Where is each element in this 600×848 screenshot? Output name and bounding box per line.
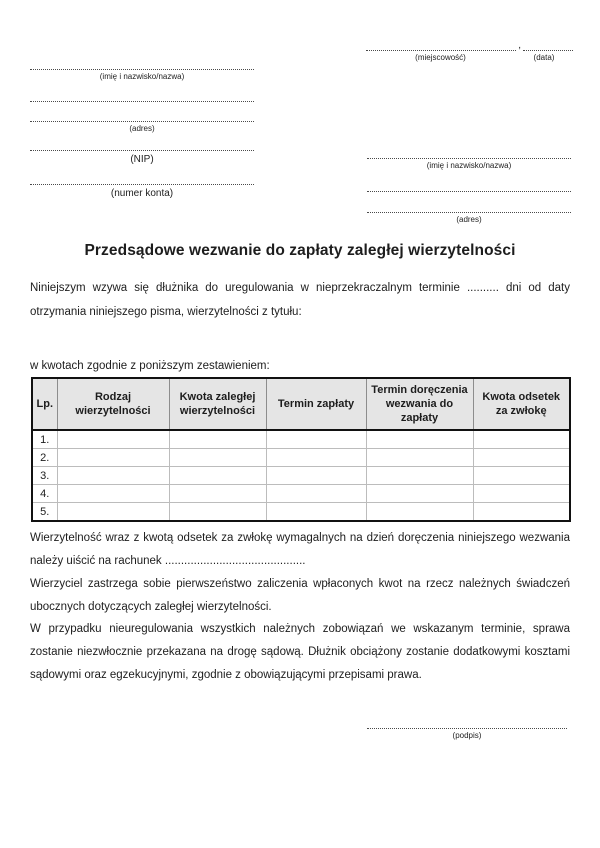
row-number-cell: 3. <box>32 467 57 485</box>
row-number-cell: 1. <box>32 430 57 449</box>
empty-data-cell[interactable] <box>366 503 473 522</box>
date-field[interactable] <box>523 38 573 51</box>
signature-label: (podpis) <box>452 731 482 740</box>
place-date-line <box>366 39 573 51</box>
empty-data-cell[interactable] <box>266 467 366 485</box>
signature-block <box>367 716 567 741</box>
creditor-nip-label: (NIP) <box>130 154 154 165</box>
creditor-address-field-2[interactable] <box>30 109 254 122</box>
column-header-2: Kwota zaległej wierzytelności <box>169 378 266 430</box>
empty-data-cell[interactable] <box>266 485 366 503</box>
empty-data-cell[interactable] <box>57 485 169 503</box>
table-body <box>32 430 570 521</box>
place-date-comma: , <box>518 40 521 51</box>
column-header-0: Lp. <box>32 378 57 430</box>
empty-data-cell[interactable] <box>169 467 266 485</box>
debtor-name-field[interactable] <box>367 146 571 159</box>
creditor-name-label: (imię i nazwisko/nazwa) <box>99 72 185 81</box>
table-row <box>32 467 570 485</box>
table-header-row <box>32 378 570 430</box>
table-row <box>32 430 570 449</box>
table-intro-text: w kwotach zgodnie z poniższym zestawieniem: <box>30 360 270 372</box>
debtor-address-label: (adres) <box>456 215 482 224</box>
place-date-labels <box>366 53 573 62</box>
empty-data-cell[interactable] <box>169 485 266 503</box>
empty-data-cell[interactable] <box>473 467 570 485</box>
table-row <box>32 485 570 503</box>
place-field[interactable] <box>366 38 516 51</box>
column-header-3: Termin zapłaty <box>266 378 366 430</box>
debtor-address-field-1[interactable] <box>367 179 571 192</box>
empty-data-cell[interactable] <box>169 449 266 467</box>
place-date-block <box>366 39 573 62</box>
empty-data-cell[interactable] <box>57 430 169 449</box>
empty-data-cell[interactable] <box>473 430 570 449</box>
empty-data-cell[interactable] <box>169 503 266 522</box>
empty-data-cell[interactable] <box>169 430 266 449</box>
warning-paragraph: W przypadku nieuregulowania wszystkich należnych zobowiązań we wskazanym terminie, sprawa zostanie niezwłocznie przekazana na drogę sądową. Dłużnik obciążony zostanie dodatkowymi kosztami sądowymi oraz egzekucyjnymi, zgodnie z obowiązującymi przepisami prawa. <box>30 623 570 681</box>
intro-paragraph: Niniejszym wzywa się dłużnika do uregulowania w nieprzekraczalnym terminie .......... dni od daty otrzymania niniejszego pisma, wierzytelności z tytułu: <box>30 282 570 318</box>
column-header-4: Termin doręczenia wezwania do zapłaty <box>366 378 473 430</box>
empty-data-cell[interactable] <box>366 467 473 485</box>
empty-data-cell[interactable] <box>473 503 570 522</box>
creditor-address-field-1[interactable] <box>30 89 254 102</box>
empty-data-cell[interactable] <box>366 485 473 503</box>
table-row <box>32 503 570 522</box>
column-header-1: Rodzaj wierzytelności <box>57 378 169 430</box>
debtor-name-label: (imię i nazwisko/nazwa) <box>426 161 512 170</box>
payment-instruction <box>30 527 570 573</box>
creditor-block <box>30 57 254 200</box>
empty-data-cell[interactable] <box>266 503 366 522</box>
row-number-cell: 2. <box>32 449 57 467</box>
creditor-address-label: (adres) <box>129 124 155 133</box>
empty-data-cell[interactable] <box>266 449 366 467</box>
table-row <box>32 449 570 467</box>
empty-data-cell[interactable] <box>57 449 169 467</box>
creditor-nip-field[interactable] <box>30 138 254 151</box>
debtor-address-field-2[interactable] <box>367 200 571 213</box>
row-number-cell: 5. <box>32 503 57 522</box>
creditor-account-field[interactable] <box>30 172 254 185</box>
page-title: Przedsądowe wezwanie do zapłaty zaległej wierzytelności <box>84 242 516 259</box>
column-header-5: Kwota odsetek za zwłokę <box>473 378 570 430</box>
signature-field[interactable] <box>367 716 567 729</box>
empty-data-cell[interactable] <box>57 467 169 485</box>
creditor-name-field[interactable] <box>30 57 254 70</box>
empty-data-cell[interactable] <box>57 503 169 522</box>
date-label: (data) <box>533 53 555 62</box>
place-label: (miejscowość) <box>415 53 466 62</box>
payment-block <box>30 527 570 619</box>
empty-data-cell[interactable] <box>366 449 473 467</box>
empty-data-cell[interactable] <box>473 485 570 503</box>
row-number-cell: 4. <box>32 485 57 503</box>
priority-clause: Wierzyciel zastrzega sobie pierwszeństwo zaliczenia wpłaconych kwot na rzecz należnych świadczeń ubocznych dotyczących zaległej wierzytelności. <box>30 578 570 613</box>
empty-data-cell[interactable] <box>266 430 366 449</box>
debtor-block <box>367 146 571 225</box>
debt-table <box>31 377 571 522</box>
empty-data-cell[interactable] <box>473 449 570 467</box>
creditor-account-label: (numer konta) <box>110 188 174 199</box>
empty-data-cell[interactable] <box>366 430 473 449</box>
account-number-dots[interactable]: ............................................ <box>164 555 306 567</box>
payment-text: Wierzytelność wraz z kwotą odsetek za zwłokę wymagalnych na dzień doręczenia niniejszego wezwania należy uiścić na rachunek <box>30 532 570 567</box>
